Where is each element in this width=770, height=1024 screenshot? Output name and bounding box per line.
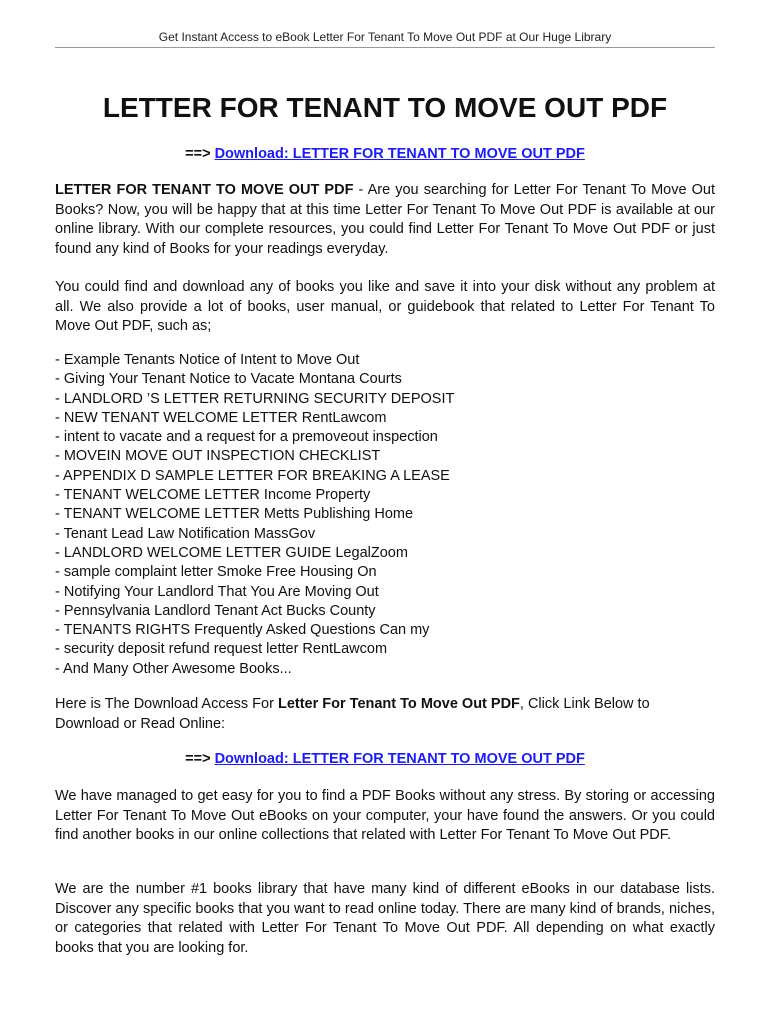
list-item: - LANDLORD WELCOME LETTER GUIDE LegalZoom xyxy=(55,544,408,561)
paragraph-managed: We have managed to get easy for you to find a PDF Books without any stress. By storing or accessing Letter For Tenant To Move Out eBooks on your computer, your have found the answers. Or you could find another books in our online collections that related with Letter For Tenant To Move Out PDF. xyxy=(55,788,715,844)
list-item: - LANDLORD ’S LETTER RETURNING SECURITY DEPOSIT xyxy=(55,390,455,407)
list-item: - intent to vacate and a request for a premoveout inspection xyxy=(55,429,438,446)
book-list xyxy=(55,351,715,679)
list-item: - TENANTS RIGHTS Frequently Asked Questions Can my xyxy=(55,622,430,639)
download-line-top xyxy=(55,146,715,162)
list-item: - Example Tenants Notice of Intent to Move Out xyxy=(55,352,360,368)
download-link-bottom[interactable]: Download: LETTER FOR TENANT TO MOVE OUT PDF xyxy=(214,751,585,767)
download-arrow: ==> xyxy=(185,751,211,767)
intro-body: - Are you searching for Letter For Tenant To Move Out Books? Now, you will be happy that at this time Letter For Tenant To Move Out PDF is available at our online library. With our complete resources, you could find Letter For Tenant To Move Out PDF or just found any kind of Books for your readings everyday. xyxy=(55,182,715,257)
list-item: - Tenant Lead Law Notification MassGov xyxy=(55,525,316,542)
access-after: , Click Link Below to Download or Read Online: xyxy=(55,696,650,732)
intro-paragraph xyxy=(55,181,715,259)
download-arrow: ==> xyxy=(185,146,211,162)
list-item: - APPENDIX D SAMPLE LETTER FOR BREAKING A LEASE xyxy=(55,467,450,484)
intro-bold-lead: LETTER FOR TENANT TO MOVE OUT PDF xyxy=(55,182,354,198)
access-bold: Letter For Tenant To Move Out PDF xyxy=(277,696,520,712)
list-item: - And Many Other Awesome Books... xyxy=(55,660,292,677)
paragraph-library: We are the number #1 books library that have many kind of different eBooks in our database lists. Discover any specific books that you want to read online today. There are many kind of brands, niches, or categories that related with Letter For Tenant To Move Out PDF. All depending on what exactly books that you are looking for. xyxy=(55,881,715,956)
access-before: Here is The Download Access For xyxy=(55,696,278,712)
list-item: - TENANT WELCOME LETTER Metts Publishing Home xyxy=(55,506,414,523)
header-divider xyxy=(55,47,715,48)
download-link-top[interactable]: Download: LETTER FOR TENANT TO MOVE OUT PDF xyxy=(214,146,585,162)
list-item: - security deposit refund request letter RentLawcom xyxy=(55,641,388,658)
list-item: - NEW TENANT WELCOME LETTER RentLawcom xyxy=(55,409,387,426)
page-title: LETTER FOR TENANT TO MOVE OUT PDF xyxy=(102,92,668,123)
list-item: - MOVEIN MOVE OUT INSPECTION CHECKLIST xyxy=(55,448,381,465)
list-item: - TENANT WELCOME LETTER Income Property xyxy=(55,487,371,504)
list-item: - Pennsylvania Landlord Tenant Act Bucks County xyxy=(55,602,376,619)
list-item: - Giving Your Tenant Notice to Vacate Montana Courts xyxy=(55,371,402,388)
download-line-bottom xyxy=(55,751,715,767)
download-access-paragraph xyxy=(55,695,715,734)
paragraph-books-intro: You could find and download any of books you like and save it into your disk without any problem at all. We also provide a lot of books, user manual, or guidebook that related to Letter For Tenant To Move Out PDF, such as; xyxy=(55,279,715,335)
page-header: Get Instant Access to eBook Letter For Tenant To Move Out PDF at Our Huge Library xyxy=(158,30,612,44)
list-item: - Notifying Your Landlord That You Are Moving Out xyxy=(55,583,379,600)
list-item: - sample complaint letter Smoke Free Housing On xyxy=(55,564,377,581)
